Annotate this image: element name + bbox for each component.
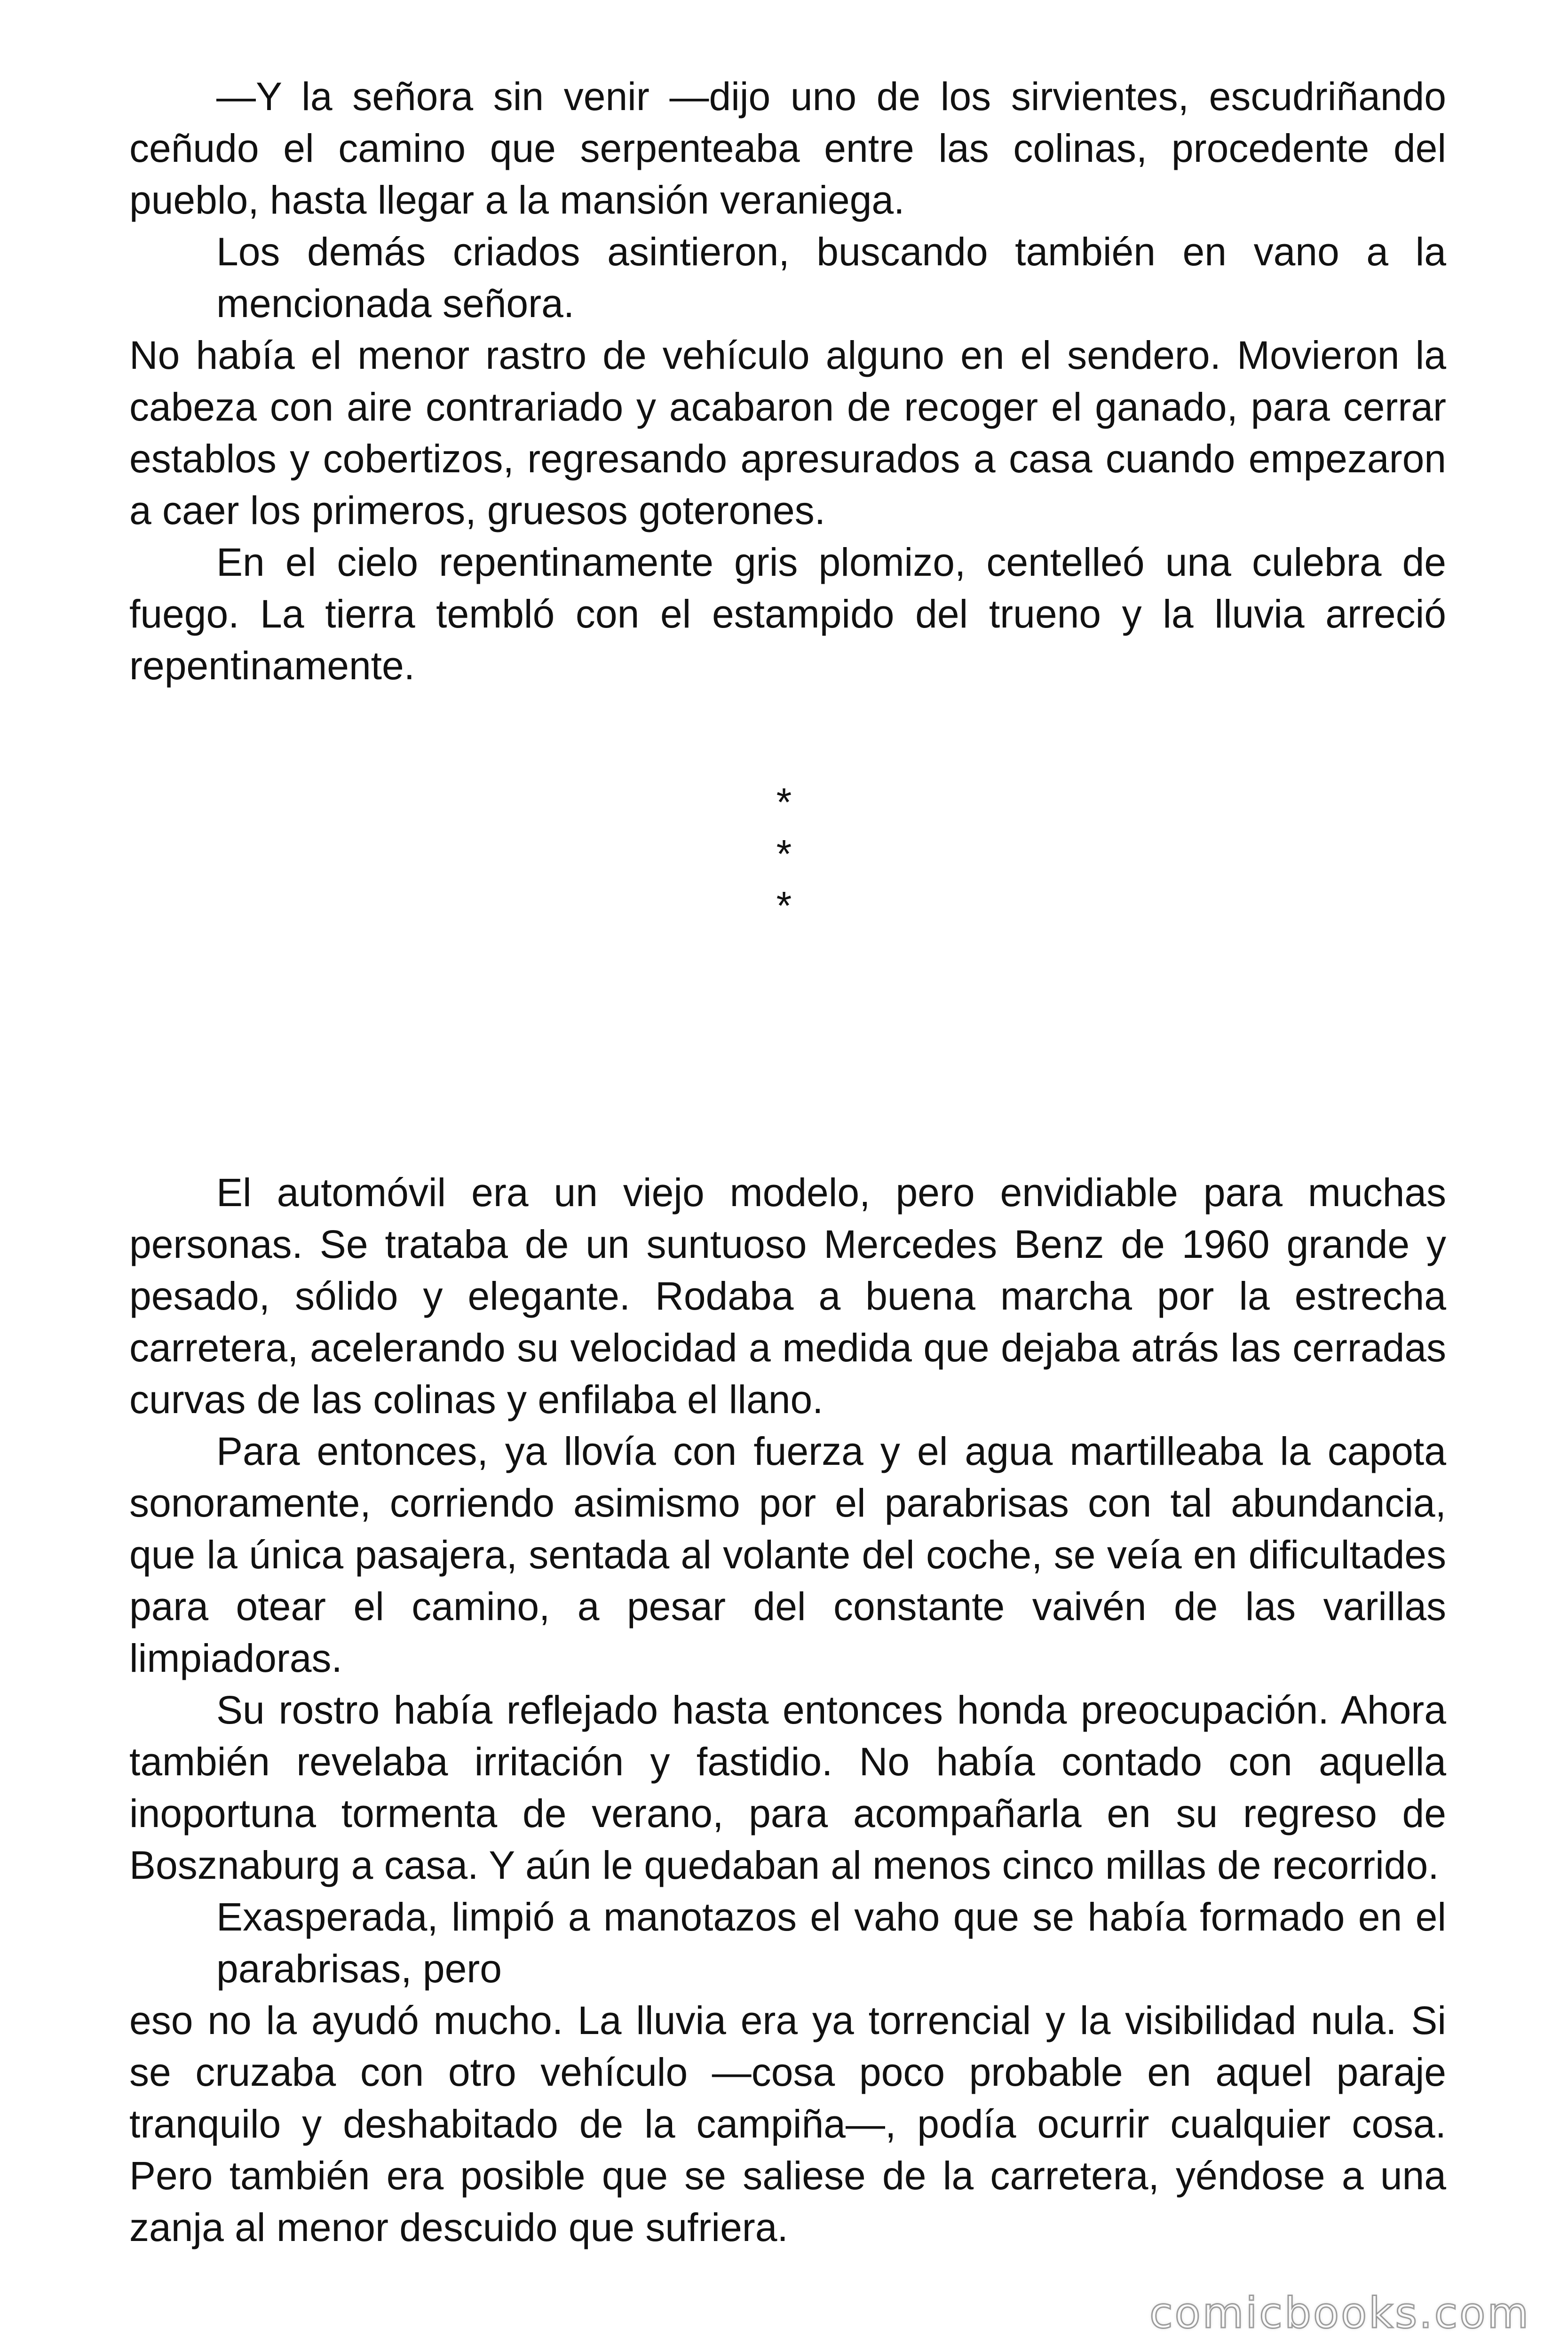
paragraph: Su rostro había reflejado hasta entonces honda preocupación. Ahora también revelaba irritación y fastidio. No había contado con aquella inoportuna tormenta de verano, para acompañarla en su regreso de Bosznaburg a casa. Y aún le quedaban al menos cinco millas de recorrido. — [129, 1688, 1446, 1887]
separator-asterisk: * — [776, 780, 792, 824]
watermark: comicbooks.com — [1149, 2288, 1530, 2338]
paragraph: El automóvil era un viejo modelo, pero envidiable para muchas personas. Se trataba de un suntuoso Mercedes Benz de 1960 grande y pesado, sólido y elegante. Rodaba a buena marcha por la estrecha carretera, acelerando su velocidad a medida que dejaba atrás las cerradas curvas de las colinas y enfilaba el llano. — [129, 1170, 1446, 1422]
paragraph: Para entonces, ya llovía con fuerza y el agua martilleaba la capota sonoramente, corriendo asimismo por el parabrisas con tal abundancia, que la única pasajera, sentada al volante del coche, se veía en dificultades para otear el camino, a pesar del constante vaivén de las varillas limpiadoras. — [129, 1429, 1446, 1680]
separator-asterisk: * — [776, 832, 792, 876]
paragraph: En el cielo repentinamente gris plomizo, centelleó una culebra de fuego. La tierra tembló con el estampido del trueno y la lluvia arreció repentinamente. — [129, 540, 1446, 688]
section-two — [129, 1167, 1446, 2253]
paragraph: Exasperada, limpió a manotazos el vaho que se había formado en el parabrisas, pero — [216, 1895, 1446, 1991]
paragraph: Los demás criados asintieron, buscando también en vano a la mencionada señora. — [216, 230, 1446, 326]
section-one — [129, 71, 1446, 691]
paragraph: No había el menor rastro de vehículo alguno en el sendero. Movieron la cabeza con aire contrariado y acabaron de recoger el ganado, para cerrar establos y cobertizos, regresando apresurados a casa cuando empezaron a caer los primeros, gruesos goterones. — [129, 333, 1446, 532]
paragraph: —Y la señora sin venir —dijo uno de los sirvientes, escudriñando ceñudo el camino que serpenteaba entre las colinas, procedente del pueblo, hasta llegar a la mansión veraniega. — [129, 74, 1446, 222]
section-separator — [0, 776, 1568, 931]
paragraph: eso no la ayudó mucho. La lluvia era ya torrencial y la visibilidad nula. Si se cruzaba con otro vehículo —cosa poco probable en aquel paraje tranquilo y deshabitado de la campiña—, podía ocurrir cualquier cosa. Pero también era posible que se saliese de la carretera, yéndose a una zanja al menor descuido que sufriera. — [129, 1998, 1446, 2249]
separator-asterisk: * — [776, 883, 792, 928]
